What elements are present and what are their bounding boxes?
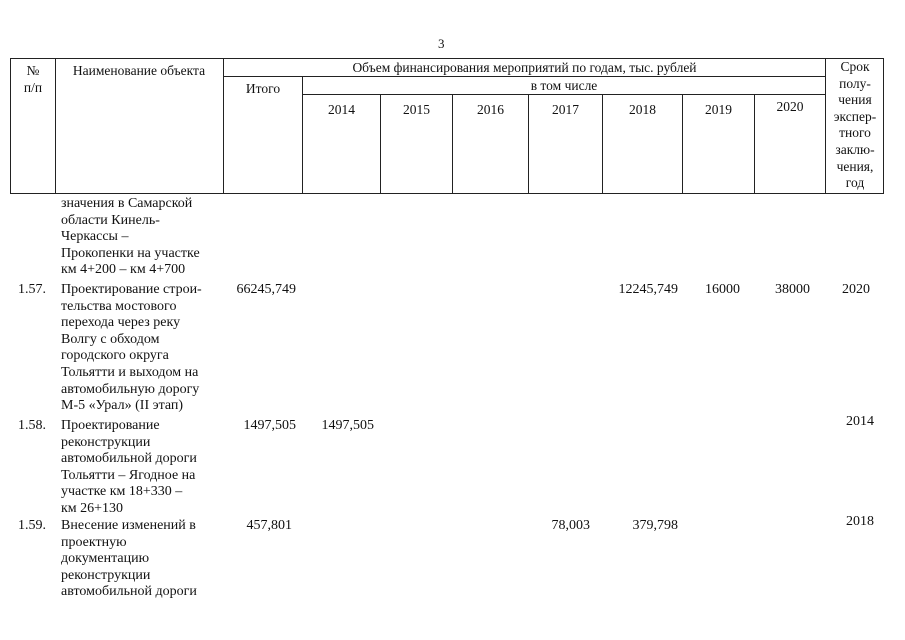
header-deadline-line: Срок bbox=[840, 59, 870, 74]
row-deadline: 2014 bbox=[846, 414, 874, 429]
header-total: Итого bbox=[245, 81, 281, 96]
row-number: 1.58. bbox=[18, 418, 46, 433]
row-total: 1497,505 bbox=[243, 418, 296, 433]
row-total: 457,801 bbox=[246, 518, 292, 533]
page-number: 3 bbox=[438, 36, 445, 51]
header-including: в том числе bbox=[530, 78, 598, 93]
header-year: 2014 bbox=[328, 102, 355, 117]
row-y2019: 16000 bbox=[705, 282, 740, 297]
header-name: Наименование объекта bbox=[72, 63, 206, 78]
row-name-line: Тольятти и выходом на bbox=[61, 364, 199, 380]
row-name-line: перехода через реку bbox=[61, 315, 181, 331]
row-deadline: 2018 bbox=[846, 514, 874, 529]
row-number: 1.57. bbox=[18, 282, 46, 297]
row-name-line: тельства мостового bbox=[61, 298, 177, 314]
header-deadline-line: тного bbox=[839, 125, 871, 141]
header-year: 2015 bbox=[403, 102, 430, 117]
header-year: 2018 bbox=[629, 102, 656, 117]
row-name bbox=[61, 196, 223, 279]
header-deadline-line: чения bbox=[838, 92, 872, 108]
header-year: 2020 bbox=[776, 99, 804, 114]
row-y2018: 379,798 bbox=[632, 518, 678, 533]
header-no bbox=[14, 62, 52, 96]
row-y2014: 1497,505 bbox=[321, 418, 374, 433]
row-name-line: проектную bbox=[61, 534, 127, 550]
row-name-line: области Кинель- bbox=[61, 212, 160, 228]
header-deadline-line: чения, bbox=[836, 158, 874, 174]
row-y2017: 78,003 bbox=[551, 518, 590, 533]
row-name-line: автомобильной дороги bbox=[61, 451, 197, 467]
row-number: 1.59. bbox=[18, 518, 46, 533]
col-border bbox=[223, 58, 224, 194]
row-name-line: значения в Самарской bbox=[61, 196, 193, 211]
row-y2020: 38000 bbox=[775, 282, 810, 297]
header-deadline-line: заклю- bbox=[835, 141, 875, 157]
row-name-line: участке км 18+330 – bbox=[61, 484, 183, 500]
row-name-line: автомобильную дорогу bbox=[61, 381, 200, 397]
row-name-line: км 4+200 – км 4+700 bbox=[61, 262, 186, 278]
row-name-line: реконструкции bbox=[61, 434, 151, 450]
row-name-line: Проектирование bbox=[61, 418, 160, 433]
header-funding: Объем финансирования мероприятий по годам, тыс. рублей bbox=[352, 60, 697, 75]
header-year: 2019 bbox=[705, 102, 732, 117]
header-deadline-line: полу- bbox=[839, 75, 871, 91]
header-no-line: п/п bbox=[23, 80, 43, 95]
row-deadline: 2020 bbox=[842, 282, 870, 297]
row-total: 66245,749 bbox=[236, 282, 296, 297]
header-deadline-line: экспер- bbox=[833, 108, 877, 124]
row-name-line: Проектирование строи- bbox=[61, 282, 202, 297]
header-deadline bbox=[826, 59, 884, 192]
row-name-line: Черкассы – bbox=[61, 229, 129, 245]
row-name-line: М-5 «Урал» (II этап) bbox=[61, 398, 184, 414]
row-name bbox=[61, 418, 223, 518]
col-border bbox=[10, 58, 11, 194]
row-name-line: Прокопенки на участке bbox=[61, 245, 200, 261]
row-name-line: городского округа bbox=[61, 348, 169, 364]
table-header bbox=[10, 58, 884, 194]
row-name-line: Тольятти – Ягодное на bbox=[61, 467, 196, 483]
row-name-line: Волгу с обходом bbox=[61, 331, 160, 347]
header-no-line: № bbox=[26, 63, 40, 78]
row-name-line: км 26+130 bbox=[61, 500, 124, 516]
row-name bbox=[61, 518, 223, 601]
header-year: 2017 bbox=[552, 102, 579, 117]
header-deadline-line: год bbox=[845, 175, 865, 191]
row-name-line: Внесение изменений в bbox=[61, 518, 196, 533]
header-year: 2016 bbox=[477, 102, 504, 117]
row-name-line: документацию bbox=[61, 551, 150, 567]
row-name-line: реконструкции bbox=[61, 567, 151, 583]
row-name bbox=[61, 282, 223, 415]
row-name-line: автомобильной дороги bbox=[61, 584, 197, 600]
row-y2018: 12245,749 bbox=[618, 282, 678, 297]
header-bottom-border bbox=[10, 193, 884, 194]
